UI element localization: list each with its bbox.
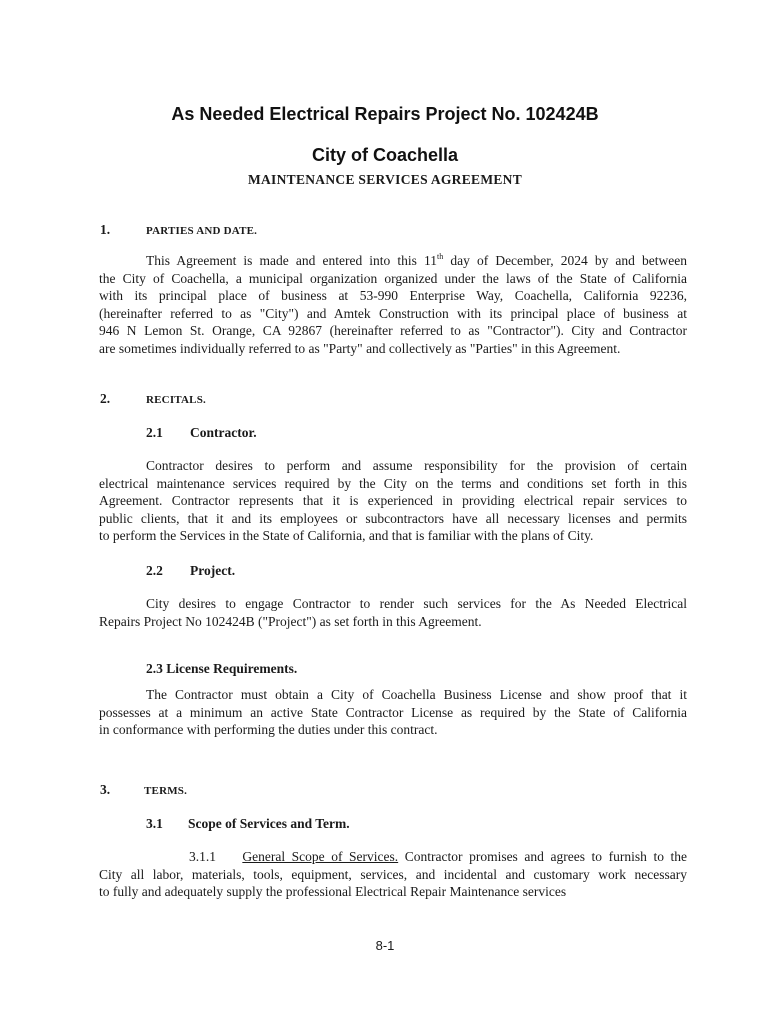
item-number: 3.1.1 — [189, 849, 216, 864]
page-number: 8-1 — [375, 938, 395, 953]
subsection-2-2-paragraph — [99, 595, 687, 630]
agreement-subtitle: MAINTENANCE SERVICES AGREEMENT — [247, 172, 523, 187]
paragraph-line: 946 N Lemon St. Orange, CA 92867 (hereinafter referred to as "Contractor"). City and Contractor — [99, 323, 687, 339]
paragraph-line: Agreement. Contractor represents that it is experienced in providing electrical repair services to — [99, 493, 687, 509]
paragraph-line: (hereinafter referred to as "City") and Amtek Construction with its principal place of business at — [99, 305, 687, 321]
document-title: As Needed Electrical Repairs Project No. 102424B — [171, 104, 599, 124]
subsection-2-3-paragraph — [99, 686, 687, 739]
section-2-heading: RECITALS. — [146, 394, 206, 406]
section-1-number: 1. — [100, 222, 111, 237]
subsection-3-1-number: 3.1 — [146, 816, 163, 831]
subsection-2-3-heading: 2.3 License Requirements. — [146, 661, 298, 676]
paragraph-line: The Contractor must obtain a City of Coachella Business License and show proof that it — [146, 687, 687, 702]
paragraph-line: electrical maintenance services required by the City on the terms and conditions set forth in this — [99, 475, 687, 491]
paragraph-line: to fully and adequately supply the professional Electrical Repair Maintenance services — [99, 884, 567, 900]
paragraph-line: Repairs Project No 102424B ("Project") as set forth in this Agreement. — [99, 613, 482, 629]
section-2-number: 2. — [100, 391, 111, 406]
section-3-heading: TERMS. — [144, 785, 188, 797]
paragraph-line: 3.1.1 General Scope of Services. Contractor promises and agrees to furnish to the — [189, 849, 688, 864]
paragraph-line: possesses at a minimum an active State Contractor License as required by the State of California — [99, 704, 687, 720]
subsection-2-1-number: 2.1 — [146, 425, 163, 440]
section-1-paragraph — [99, 252, 687, 358]
paragraph-line: the City of Coachella, a municipal organization organized under the laws of the State of California — [99, 270, 687, 286]
subsection-2-1-heading: Contractor. — [190, 425, 257, 440]
paragraph-line: City all labor, materials, tools, equipment, services, and incidental and customary work necessary — [99, 866, 687, 882]
paragraph-line: City desires to engage Contractor to render such services for the As Needed Electrical — [146, 596, 687, 611]
paragraph-line: are sometimes individually referred to as "Party" and collectively as "Parties" in this Agreement. — [99, 340, 621, 356]
subsection-2-1-paragraph — [99, 457, 687, 545]
paragraph-line: This Agreement is made and entered into this 11th day of December, 2024 by and between — [146, 252, 687, 268]
city-name: City of Coachella — [311, 145, 459, 165]
subsection-2-2-heading: Project. — [190, 563, 236, 578]
section-3-number: 3. — [100, 782, 111, 797]
paragraph-line: public clients, that it and its employees or subcontractors have all necessary licenses and permits — [99, 510, 687, 526]
paragraph-line: Contractor desires to perform and assume responsibility for the provision of certain — [146, 458, 687, 473]
paragraph-line: to perform the Services in the State of California, and that is familiar with the plans of City. — [99, 528, 594, 544]
section-1-heading: PARTIES AND DATE. — [146, 225, 258, 237]
paragraph-line: with its principal place of business at 53-990 Enterprise Way, Coachella, California 92236, — [99, 288, 687, 304]
paragraph-line: in conformance with performing the duties under this contract. — [99, 722, 438, 738]
subsection-3-1-1-paragraph — [99, 848, 687, 901]
item-title: General Scope of Services. — [242, 849, 399, 864]
subsection-3-1-heading: Scope of Services and Term. — [188, 816, 350, 831]
subsection-2-2-number: 2.2 — [146, 563, 163, 578]
